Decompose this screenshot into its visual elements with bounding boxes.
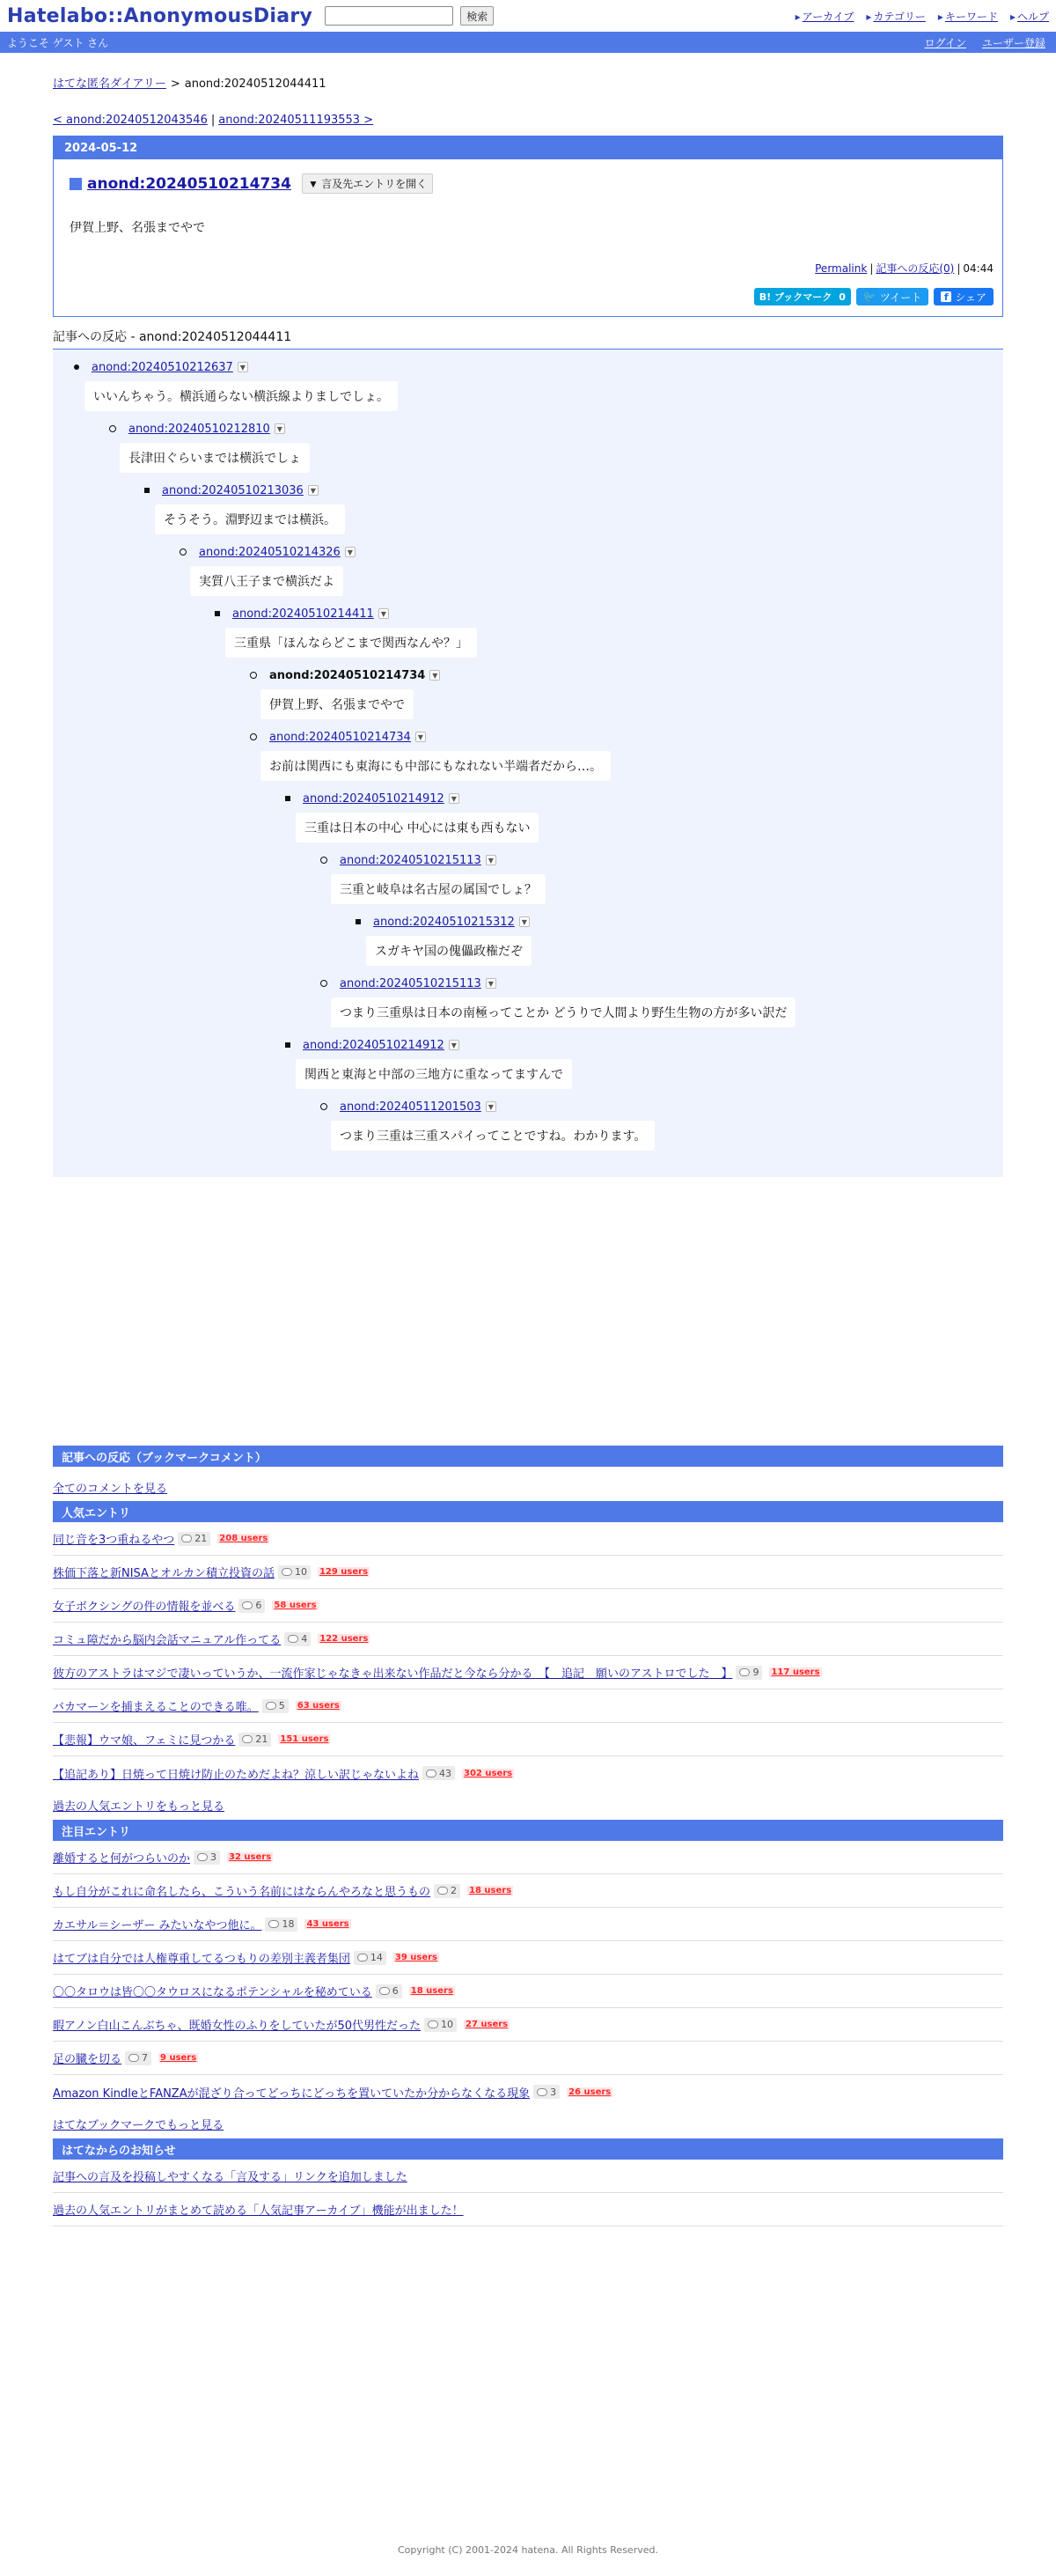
hatena-bookmark-count: 0	[839, 291, 846, 303]
comment-count: 5	[278, 1700, 285, 1711]
permalink[interactable]: Permalink	[815, 262, 868, 275]
chevron-down-icon[interactable]: ▼	[275, 423, 285, 434]
comment-count-badge[interactable]	[434, 1884, 460, 1898]
comment-bubble-icon	[268, 1920, 279, 1928]
facebook-icon: f	[941, 291, 951, 302]
comment-bubble-icon	[437, 1887, 448, 1895]
day-section	[53, 136, 1003, 317]
entry-link[interactable]: はてブは自分では人権尊重してるつもりの差別主義者集団	[53, 1953, 350, 1966]
comment-count: 14	[370, 1952, 383, 1963]
tweet-label: ツイート	[879, 291, 922, 304]
reactions-link[interactable]: 記事への反応(0)	[876, 262, 955, 275]
entry-list-item	[53, 1941, 1003, 1975]
entry-list-item	[53, 1656, 1003, 1689]
tree-node	[180, 543, 1003, 596]
comment-count-badge[interactable]	[178, 1532, 210, 1546]
users-count-badge[interactable]: 151 users	[280, 1734, 329, 1744]
comment-count-badge[interactable]	[354, 1951, 386, 1965]
comment-bubble-icon	[266, 1702, 276, 1710]
bookmark-comments-title: 記事への反応（ブックマークコメント）	[53, 1446, 1003, 1467]
node-text: 長津田ぐらいまでは横浜でしょ	[120, 443, 310, 473]
search-input[interactable]	[325, 6, 453, 26]
node-text: スガキヤ国の傀儡政権だぞ	[366, 936, 532, 966]
node-text: いいんちゃう。横浜通らない横浜線よりましでしょ。	[84, 381, 398, 411]
entry-list-item	[53, 1908, 1003, 1941]
breadcrumb-separator: >	[170, 77, 180, 91]
comment-bubble-icon	[242, 1601, 253, 1609]
node-text: 実質八王子まで横浜だよ	[190, 566, 343, 596]
entry-list-item	[53, 1689, 1003, 1723]
tree-node	[74, 358, 1003, 411]
tweet-button[interactable]	[856, 288, 928, 305]
entry-list-item	[53, 1522, 1003, 1556]
comment-count: 43	[439, 1767, 452, 1779]
references-title: 記事への反応 - anond:20240512044411	[53, 328, 1003, 350]
comment-count: 9	[752, 1667, 759, 1678]
day-date: 2024-05-12	[54, 136, 1002, 159]
comment-count: 3	[550, 2086, 557, 2098]
node-link[interactable]: anond:20240510214912	[303, 791, 444, 806]
entry-link[interactable]: 【悲報】ウマ娘、フェミに見つかる	[53, 1734, 236, 1748]
entry-link[interactable]: 同じ音を3つ重ねるやつ	[53, 1534, 175, 1547]
comment-count-badge[interactable]	[424, 2018, 457, 2032]
node-text: 三重県「ほんならどこまで関西なんや？」	[225, 628, 477, 658]
share-buttons	[70, 288, 994, 305]
comment-bubble-icon	[288, 1635, 298, 1643]
comment-count-badge[interactable]	[278, 1565, 311, 1579]
register-link[interactable]: ユーザー登録	[981, 36, 1045, 49]
entry-list-item	[53, 2075, 1003, 2109]
users-count-badge[interactable]: 27 users	[465, 2020, 509, 2029]
entry-link[interactable]: バカマーンを捕まえることのできる唯。	[53, 1701, 259, 1714]
tree-node	[320, 975, 1003, 1027]
comment-count: 18	[282, 1918, 295, 1930]
comment-count-badge[interactable]	[533, 2085, 560, 2099]
comment-count: 4	[301, 1633, 308, 1645]
node-text: 伊賀上野、名張までやで	[260, 689, 414, 719]
entry-list-item	[53, 1841, 1003, 1874]
tree-node	[285, 790, 1003, 843]
tree-node	[250, 728, 1003, 781]
entry-list-item	[53, 1589, 1003, 1623]
current-node-label: anond:20240510214734	[269, 668, 426, 682]
twitter-bird-icon: 🐦	[862, 291, 876, 303]
tree-node	[215, 605, 1003, 658]
node-link[interactable]: anond:20240510215312	[373, 915, 515, 929]
entry-list-item	[53, 1975, 1003, 2008]
hatena-bookmark-button[interactable]	[754, 288, 851, 305]
comment-bubble-icon	[426, 1770, 436, 1777]
entry-list-item	[53, 2042, 1003, 2075]
entry-link[interactable]: 株価下落と新NISAとオルカン積立投資の話	[53, 1567, 275, 1580]
comment-count: 6	[255, 1600, 262, 1611]
chevron-down-icon[interactable]: ▼	[345, 547, 356, 557]
entry-link[interactable]: 彼方のアストラはマジで凄いっていうか、一流作家じゃなきゃ出来ない作品だと今なら分かる 【 追記 願いのアストロでした 】	[53, 1667, 733, 1681]
nav-category[interactable]: ▸ カテゴリー	[866, 9, 926, 24]
comment-bubble-icon	[357, 1954, 368, 1961]
comment-count: 10	[294, 1566, 307, 1578]
node-link[interactable]: anond:20240510212810	[128, 422, 270, 436]
main-content	[53, 53, 1003, 1177]
node-link[interactable]: anond:20240511201503	[340, 1100, 481, 1114]
expand-referenced-button[interactable]: ▼ 言及先エントリを開く	[302, 173, 433, 194]
breadcrumb-root[interactable]: はてな匿名ダイアリー	[53, 77, 166, 91]
hatena-bookmark-label: B! ブックマーク	[759, 291, 832, 303]
popular-more-link[interactable]: 過去の人気エントリをもっと見る	[53, 1800, 225, 1814]
entry-link[interactable]: 〇〇タロウは皆〇〇タウロスになるポテンシャルを秘めている	[53, 1986, 372, 1999]
prev-entry-link[interactable]: < anond:20240512043546	[53, 114, 208, 127]
users-count-badge[interactable]: 18 users	[410, 1986, 453, 1996]
chevron-down-icon[interactable]: ▼	[429, 670, 440, 681]
chevron-down-icon[interactable]: ▼	[519, 916, 530, 927]
entry-meta: Permalink | 記事への反応(0) | 04:44	[815, 262, 994, 275]
reference-tree	[53, 350, 1003, 1177]
user-bar	[0, 32, 1056, 53]
comment-count: 21	[255, 1733, 268, 1745]
comment-count: 21	[194, 1533, 208, 1544]
bookmark-section	[53, 1446, 1003, 2226]
comment-bubble-icon	[739, 1668, 750, 1676]
entry-link[interactable]: カエサル＝シーザー みたいなやつ他に。	[53, 1919, 262, 1932]
login-link[interactable]: ログイン	[924, 36, 966, 49]
node-text: 関西と東海と中部の三地方に重なってますんで	[296, 1059, 572, 1089]
node-link[interactable]: anond:20240510214411	[232, 607, 374, 621]
users-count-badge[interactable]: 58 users	[274, 1601, 317, 1610]
node-text: そうそう。淵野辺までは横浜。	[155, 504, 345, 534]
popular-entry-list	[53, 1522, 1003, 1790]
users-count-badge[interactable]: 122 users	[319, 1634, 369, 1644]
comment-count-badge[interactable]	[376, 1984, 402, 1998]
entry-link[interactable]: Amazon KindleとFANZAが混ざり合ってどっちにどっちを置いていたか分からなくなる現象	[53, 2087, 531, 2101]
tree-node	[144, 482, 1003, 534]
nav-help[interactable]: ▸ ヘルプ	[1010, 9, 1049, 24]
users-count-badge[interactable]: 9 users	[160, 2053, 197, 2063]
chevron-down-icon[interactable]: ▼	[449, 793, 459, 804]
comment-count-badge[interactable]	[194, 1851, 220, 1865]
entry-body: 伊賀上野、名張までやで	[70, 221, 205, 235]
node-link[interactable]: anond:20240510214734	[269, 730, 411, 744]
comment-count-badge[interactable]	[284, 1632, 311, 1646]
tree-node	[285, 1036, 1003, 1089]
prev-next-nav: < anond:20240512043546 | anond:20240511193553 >	[53, 114, 374, 127]
comment-count-badge[interactable]	[238, 1599, 265, 1613]
notable-entry-list	[53, 1841, 1003, 2109]
header-nav	[796, 9, 1049, 24]
node-link[interactable]: anond:20240510212637	[92, 360, 233, 374]
comment-count: 3	[210, 1851, 217, 1863]
node-link[interactable]: anond:20240510215113	[340, 976, 481, 990]
users-count-badge[interactable]: 302 users	[464, 1768, 513, 1778]
chevron-down-icon[interactable]: ▼	[449, 1040, 459, 1050]
comment-count: 10	[440, 2019, 453, 2030]
node-link[interactable]: anond:20240510214912	[303, 1038, 444, 1052]
chevron-down-icon[interactable]: ▼	[415, 732, 426, 742]
users-count-badge[interactable]: 117 users	[771, 1667, 820, 1677]
news-list	[53, 2160, 1003, 2226]
chevron-down-icon[interactable]: ▼	[486, 1101, 496, 1112]
square-bullet-icon	[70, 178, 82, 190]
comment-bubble-icon	[428, 2020, 438, 2028]
next-entry-link[interactable]: anond:20240511193553 >	[218, 114, 374, 127]
comment-count-badge[interactable]	[125, 2051, 151, 2065]
node-text: つまり三重は三重スパイってことですね。わかります。	[331, 1121, 655, 1151]
users-count-badge[interactable]: 129 users	[319, 1567, 369, 1577]
entry-list-item	[53, 1723, 1003, 1756]
entry-title[interactable]: anond:20240510214734	[87, 174, 291, 193]
chevron-down-icon[interactable]: ▼	[308, 485, 319, 496]
notable-entries-title: 注目エントリ	[53, 1820, 1003, 1841]
welcome-text: ようこそ ゲスト さん	[7, 36, 109, 49]
comment-count: 7	[142, 2052, 149, 2064]
entry-link[interactable]: もし自分がこれに命名したら、こういう名前にはならんやろなと思うもの	[53, 1886, 431, 1899]
node-text: お前は関西にも東海にも中部にもなれない半端者だから…。	[260, 751, 611, 781]
all-comments-link[interactable]: 全てのコメントを見る	[53, 1483, 168, 1496]
tree-node	[109, 420, 1003, 473]
users-count-badge[interactable]: 39 users	[394, 1953, 438, 1962]
breadcrumb	[53, 74, 1003, 91]
entry-list-item	[53, 1623, 1003, 1656]
entry-link[interactable]: 足の臓を切る	[53, 2053, 122, 2066]
node-text: 三重は日本の中心 中心には東も西もない	[296, 813, 539, 843]
comment-bubble-icon	[282, 1568, 292, 1576]
comment-count: 6	[392, 1985, 399, 1997]
node-link[interactable]: anond:20240510213036	[162, 483, 304, 497]
comment-bubble-icon	[181, 1535, 192, 1542]
users-count-badge[interactable]: 18 users	[469, 1886, 512, 1895]
tree-node	[320, 851, 1003, 904]
comment-count-badge[interactable]	[265, 1917, 297, 1932]
site-logo[interactable]: Hatelabo::AnonymousDiary	[7, 4, 313, 27]
share-label: シェア	[955, 291, 986, 304]
entry-list-item	[53, 1756, 1003, 1790]
users-count-badge[interactable]: 63 users	[297, 1701, 340, 1711]
search-button[interactable]: 検索	[460, 6, 494, 26]
entry-link[interactable]: 女子ボクシングの件の情報を並べる	[53, 1601, 236, 1614]
entry-link[interactable]: 離婚すると何がつらいのか	[53, 1852, 191, 1866]
users-count-badge[interactable]: 208 users	[219, 1534, 268, 1543]
facebook-share-button[interactable]	[934, 288, 994, 305]
notable-more-link[interactable]: はてなブックマークでもっと見る	[53, 2118, 224, 2132]
node-link[interactable]: anond:20240510214326	[199, 545, 341, 559]
tree-node-current	[250, 666, 1003, 719]
chevron-down-icon[interactable]: ▼	[486, 978, 496, 989]
entry-time: 04:44	[963, 262, 994, 275]
footer-copyright: Copyright (C) 2001-2024 hatena. All Rights Reserved.	[398, 2544, 658, 2556]
news-item	[53, 2193, 1003, 2226]
entry-list-item	[53, 1874, 1003, 1908]
users-count-badge[interactable]: 26 users	[568, 2087, 612, 2097]
site-header	[0, 0, 1056, 32]
popular-entries-title: 人気エントリ	[53, 1501, 1003, 1522]
comment-bubble-icon	[242, 1735, 253, 1743]
entry-link[interactable]: 暇アノン白山こんぶちゃ、既婚女性のふりをしていたが50代男性だった	[53, 2020, 421, 2033]
breadcrumb-current: anond:20240512044411	[184, 77, 326, 91]
chevron-down-icon[interactable]: ▼	[486, 855, 496, 865]
entry-list-item	[53, 2008, 1003, 2042]
comment-bubble-icon	[197, 1853, 208, 1861]
comment-count: 2	[451, 1885, 458, 1896]
news-link[interactable]: 記事への言及を投稿しやすくなる「言及する」リンクを追加しました	[53, 2171, 407, 2184]
news-link[interactable]: 過去の人気エントリがまとめて読める「人気記事アーカイブ」機能が出ました！	[53, 2204, 464, 2218]
comment-bubble-icon	[128, 2054, 139, 2062]
news-item	[53, 2160, 1003, 2193]
nav-keyword[interactable]: ▸ キーワード	[938, 9, 998, 24]
users-count-badge[interactable]: 32 users	[229, 1852, 272, 1862]
node-link[interactable]: anond:20240510215113	[340, 853, 481, 867]
comment-count-badge[interactable]	[422, 1766, 455, 1780]
comment-bubble-icon	[537, 2088, 547, 2096]
entry-link[interactable]: コミュ障だから脳内会話マニュアル作ってる	[53, 1634, 282, 1647]
comment-bubble-icon	[379, 1987, 390, 1995]
comment-count-badge[interactable]	[736, 1666, 762, 1680]
tree-node	[356, 913, 1003, 966]
node-text: 三重と岐阜は名古屋の属国でしょ？	[331, 874, 546, 904]
chevron-down-icon[interactable]: ▼	[378, 608, 389, 619]
node-text: つまり三重県は日本の南極ってことか どうりで人間より野生生物の方が多い訳だ	[331, 997, 796, 1027]
news-title: はてなからのお知らせ	[53, 2138, 1003, 2160]
entry-link[interactable]: 【追記あり】日焼って日焼け防止のためだよね？涼しい訳じゃないよね	[53, 1768, 420, 1782]
chevron-down-icon[interactable]: ▼	[238, 362, 248, 372]
comment-count-badge[interactable]	[262, 1699, 289, 1713]
tree-node	[320, 1098, 1003, 1151]
entry-list-item	[53, 1556, 1003, 1589]
comment-count-badge[interactable]	[238, 1733, 271, 1747]
users-count-badge[interactable]: 43 users	[306, 1919, 349, 1929]
nav-archive[interactable]: ▸ アーカイブ	[796, 9, 854, 24]
